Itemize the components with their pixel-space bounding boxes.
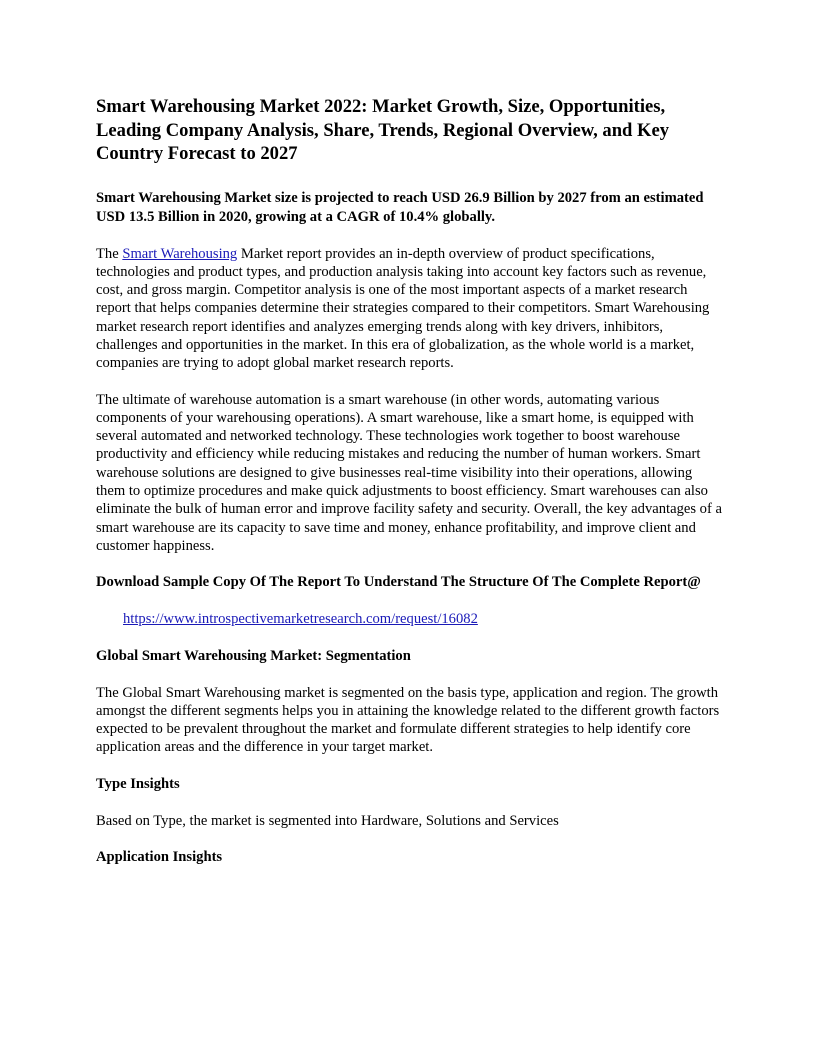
document-title: Smart Warehousing Market 2022: Market Growth, Size, Opportunities, Leading Company Analysis, Share, Trends, Regional Overview, and Key Country Forecast to 2027 xyxy=(96,96,670,164)
intro-suffix: Market report provides an in-depth overview of product specifications, technologies and product types, and production analysis taking into account key factors such as revenue, cost, and gross margin. Competitor analysis is one of the most important aspects of a market research report that helps companies determine their strategies compared to their competitors. Smart Warehousing market research report identifies and analyzes emerging trends along with key drivers, inhibitors, challenges and opportunities in the market. In this era of globalization, as the whole world is a market, companies are trying to adopt global market research reports. xyxy=(96,245,710,372)
segmentation-paragraph: The Global Smart Warehousing market is segmented on the basis type, application and region. The growth amongst the different segments helps you in attaining the knowledge related to the different growth factors expected to be prevalent throughout the market and formulate different strategies to help identify core application areas and the difference in your target market. xyxy=(96,684,720,756)
type-insights-heading: Type Insights xyxy=(96,775,180,792)
document-page xyxy=(96,95,724,885)
intro-prefix: The xyxy=(96,245,123,262)
application-insights-heading: Application Insights xyxy=(96,849,223,866)
sample-request-link[interactable]: https://www.introspectivemarketresearch.com/request/16082 xyxy=(123,611,478,628)
segmentation-heading: Global Smart Warehousing Market: Segmentation xyxy=(96,647,411,664)
smart-warehousing-link[interactable]: Smart Warehousing xyxy=(122,245,238,262)
type-insights-paragraph: Based on Type, the market is segmented into Hardware, Solutions and Services xyxy=(96,812,559,829)
intro-paragraph xyxy=(96,245,724,373)
market-size-summary: Smart Warehousing Market size is projected to reach USD 26.9 Billion by 2027 from an estimated USD 13.5 Billion in 2020, growing at a CAGR of 10.4% globally. xyxy=(96,189,704,225)
smart-warehouse-paragraph: The ultimate of warehouse automation is a smart warehouse (in other words, automating various components of your warehousing operations). A smart warehouse, like a smart home, is equipped with several automated and networked technology. These technologies work together to boost warehouse productivity and efficiency while reducing mistakes and reducing the number of human workers. Smart warehouse solutions are designed to give businesses real-time visibility into their operations, allowing them to optimize procedures and make quick adjustments to boost efficiency. Smart warehouses can also eliminate the bulk of human error and improve facility safety and security. Overall, the key advantages of a smart warehouse are its capacity to save time and money, enhance profitability, and improve client and customer happiness. xyxy=(96,391,722,554)
sample-url-line xyxy=(96,610,724,628)
download-sample-heading: Download Sample Copy Of The Report To Understand The Structure Of The Complete Report@ xyxy=(96,574,701,591)
